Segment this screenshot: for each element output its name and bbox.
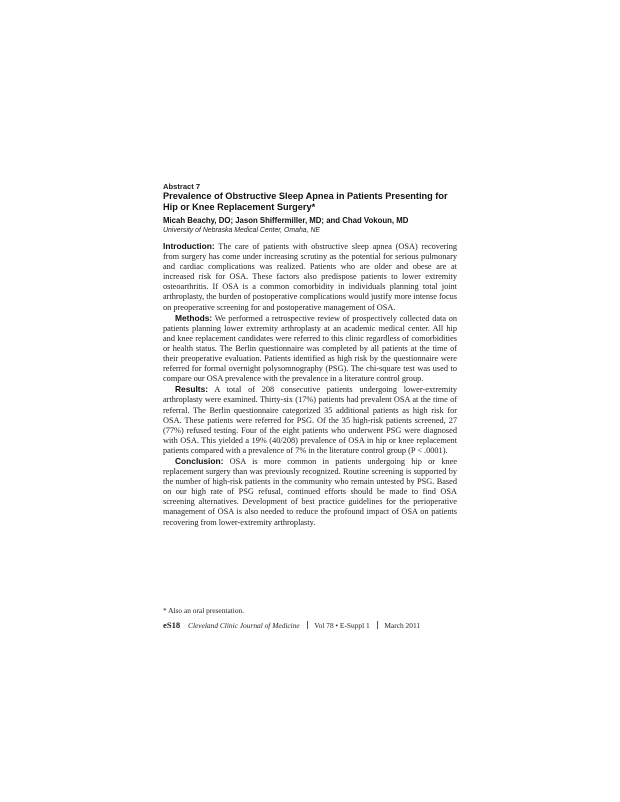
publication-date: March 2011 — [384, 621, 421, 630]
section-text: A total of 208 consecutive patients undergoing lower-extremity arthroplasty were examined. Thirty-six (17%) patients had prevalent OSA at the time of referral. The Berlin questionnaire categorized 35 additional patients as high risk for OSA. These patients were referred for PSG. Of the 35 high-risk patients screened, 27 (77%) refused testing. Four of the eight patients who underwent PSG were diagnosed with OSA. This yielded a 19% (40/208) prevalence of OSA in hip or knee replacement patients compared with a prevalence of 7% in the literature control group (P < .0001). — [163, 385, 457, 455]
page-number: eS18 — [163, 620, 181, 630]
section-methods — [163, 313, 457, 385]
footnote: * Also an oral presentation. — [163, 606, 245, 615]
section-heading: Methods: — [175, 312, 213, 323]
footer-divider — [377, 621, 378, 629]
affiliation: University of Nebraska Medical Center, Omaha, NE — [163, 227, 321, 234]
section-heading: Conclusion: — [175, 455, 224, 466]
section-introduction — [163, 241, 457, 313]
abstract-body — [163, 241, 457, 528]
section-text: OSA is more common in patients undergoing hip or knee replacement surgery than was previously recognized. Routine screening is supported by the number of high-risk patients in the community who remain untested by PSG. Based on our high rate of PSG refusal, continued efforts should be made to find OSA screening alternatives. Development of best practice guidelines for the perioperative management of OSA is also needed to reduce the profound impact of OSA on patients recovering from lower-extremity arthroplasty. — [163, 456, 457, 527]
abstract-label: Abstract 7 — [163, 182, 201, 191]
footer-divider — [307, 621, 308, 629]
section-heading: Results: — [175, 384, 209, 395]
journal-volume: Vol 78 • E-Suppl 1 — [314, 621, 370, 630]
section-conclusion — [163, 456, 457, 528]
author-list: Micah Beachy, DO; Jason Shiffermiller, MD; and Chad Vokoun, MD — [163, 216, 409, 225]
section-text: We performed a retrospective review of prospectively collected data on patients planning lower extremity arthroplasty at an academic medical center. All hip and knee replacement candidates were referred to this clinic regardless of comorbidities or health status. The Berlin questionnaire was completed by all patients at the time of their preoperative evaluation. Patients identified as high risk by the questionnaire were referred for formal overnight polysomnography (PSG). The chi-square test was used to compare our OSA prevalence with the prevalence in a literature control group. — [163, 313, 457, 384]
journal-name: Cleveland Clinic Journal of Medicine — [188, 621, 300, 630]
section-heading: Introduction: — [163, 241, 215, 251]
section-text: The care of patients with obstructive sleep apnea (OSA) recovering from surgery has come under increasing scrutiny as the potential for serious pulmonary and cardiac complications was realized. Patients who are older and obese are at increased risk for OSA. These factors also predispose patients to lower extremity osteoarthritis. If OSA is a common comorbidity in individuals planning total joint arthroplasty, the burden of postoperative complications would justify more intense focus on preoperative screening for and postoperative management of OSA. — [163, 242, 457, 312]
page-footer — [163, 620, 463, 630]
section-results — [163, 384, 457, 456]
abstract-title: Prevalence of Obstructive Sleep Apnea in Patients Presenting for Hip or Knee Replacement Surgery* — [163, 191, 448, 212]
